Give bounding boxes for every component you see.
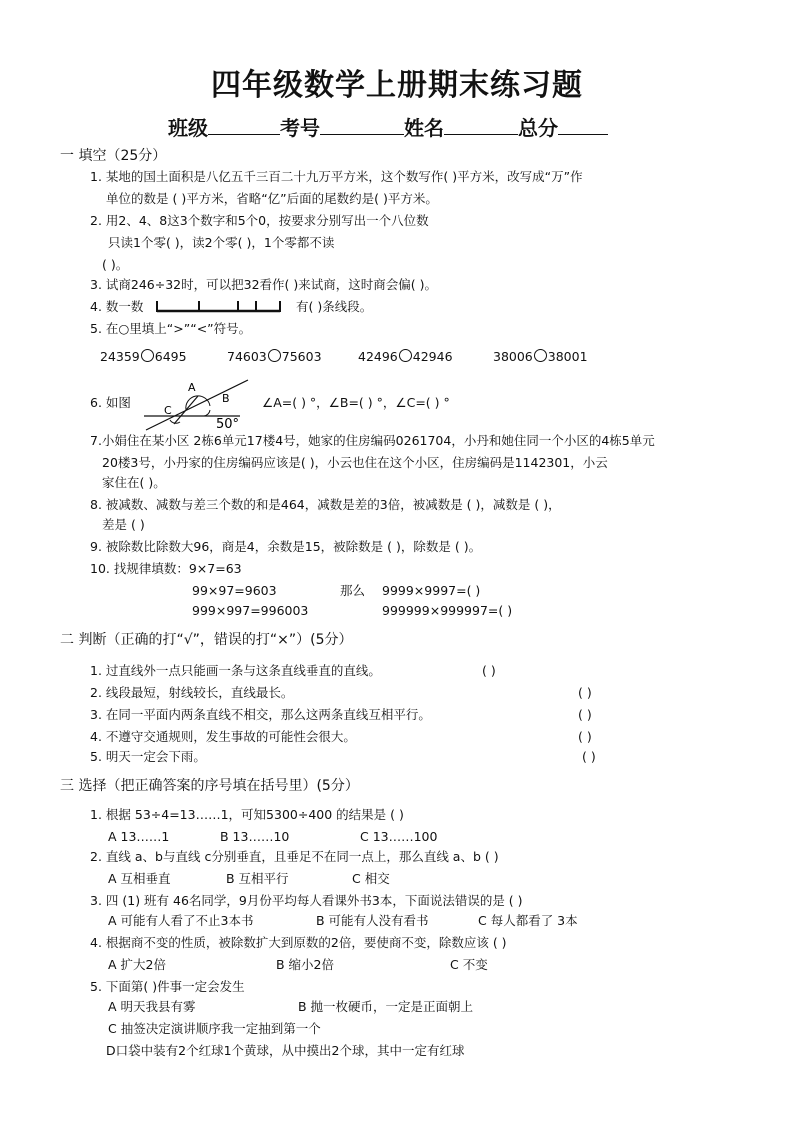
segment-diagram [154,296,284,318]
choice-q2: 2. 直线 a、b与直线 c分别垂直，且垂足不在同一点上，那么直线 a、b ( ) [90,849,499,864]
judge-item-5: 5. 明天一定会下雨。 [90,749,206,764]
judge-paren-1[interactable]: ( ) [482,663,496,678]
compare-item-3: 42496 42946 [358,349,453,364]
label-angle: 50° [216,417,240,432]
choice-q1: 1. 根据 53÷4=13……1，可知5300÷400 的结果是 ( ) [90,807,404,822]
q1-line1: 1. 某地的国土面积是八亿五千三百二十九万平方米，这个数写作( )平方米，改写成“万”作 [90,169,583,184]
label-a: A [188,381,196,394]
section1-heading: 一 填空（25分） [60,148,167,164]
choice-q5: 5. 下面第( )件事一定会发生 [90,979,245,994]
q2-line1: 2. 用2、4、8这3个数字和5个0，按要求分别写出一个八位数 [90,213,429,228]
choice-q3-opt-c[interactable]: C 每人都看了 3本 [478,913,578,928]
q6-suffix: ∠A=( ) °，∠B=( ) °，∠C=( ) ° [262,395,450,410]
q10-answer-1: 9999×9997=( ) [382,583,481,598]
choice-q5-opt-b[interactable]: B 抛一枚硬币，一定是正面朝上 [298,999,474,1014]
label-c: C [164,404,172,417]
judge-item-4: 4. 不遵守交通规则，发生事故的可能性会很大。 [90,729,356,744]
score-blank[interactable] [558,116,608,135]
judge-paren-5[interactable]: ( ) [582,749,596,764]
choice-q2-opt-a[interactable]: A 互相垂直 [108,871,171,886]
q10-example-3: 999×997=996003 [192,603,309,618]
angle-figure [140,376,255,432]
choice-q1-opt-a[interactable]: A 13……1 [108,829,170,844]
label-b: B [222,392,230,405]
choice-q4-opt-b[interactable]: B 缩小2倍 [276,957,335,972]
q10-then: 那么 [340,583,366,598]
score-label: 总分 [518,116,558,140]
q8-line1: 8. 被减数、减数与差三个数的和是464，减数是差的3倍，被减数是 ( )，减数是 ( )， [90,497,561,512]
q10-answer-2: 999999×999997=( ) [382,603,513,618]
compare-circle[interactable] [534,349,547,362]
judge-paren-2[interactable]: ( ) [578,685,592,700]
judge-paren-3[interactable]: ( ) [578,707,592,722]
choice-q1-opt-b[interactable]: B 13……10 [220,829,290,844]
choice-q5-opt-c[interactable]: C 抽签决定演讲顺序我一定抽到第一个 [108,1021,321,1036]
q7-line3: 家住在( )。 [102,475,166,490]
compare-circle[interactable] [399,349,412,362]
section3-heading: 三 选择（把正确答案的序号填在括号里）(5分） [60,778,359,794]
q10-label: 10. 找规律填数：9×7=63 [90,561,242,576]
compare-item-4: 38006 38001 [493,349,588,364]
q9: 9. 被除数比除数大96，商是4，余数是15，被除数是 ( )，除数是 ( )。 [90,539,482,554]
q2-line2: 只读1个零( )，读2个零( )，1个零都不读 [108,235,335,250]
choice-q4-opt-c[interactable]: C 不变 [450,957,488,972]
choice-q2-opt-b[interactable]: B 互相平行 [226,871,289,886]
page-title: 四年级数学上册期末练习题 [211,68,583,103]
choice-q4: 4. 根据商不变的性质，被除数扩大到原数的2倍，要使商不变，除数应该 ( ) [90,935,507,950]
choice-q4-opt-a[interactable]: A 扩大2倍 [108,957,166,972]
choice-q1-opt-c[interactable]: C 13……100 [360,829,438,844]
choice-q5-opt-a[interactable]: A 明天我县有雾 [108,999,196,1014]
judge-item-3: 3. 在同一平面内两条直线不相交，那么这两条直线互相平行。 [90,707,431,722]
q5: 5. 在○里填上“>”“<”符号。 [90,321,252,336]
exam-no-blank[interactable] [320,116,404,135]
choice-q5-opt-d[interactable]: D口袋中装有2个红球1个黄球，从中摸出2个球，其中一定有红球 [106,1043,465,1058]
judge-item-1: 1. 过直线外一点只能画一条与这条直线垂直的直线。 [90,663,381,678]
q4-suffix: 有( )条线段。 [296,299,373,314]
name-blank[interactable] [444,116,518,135]
q7-line1: 7.小娟住在某小区 2栋6单元17楼4号，她家的住房编码0261704，小丹和她住同一个小区的4栋5单元 [90,433,655,448]
compare-circle[interactable] [141,349,154,362]
header-fields [168,112,608,141]
q1-line2: 单位的数是 ( )平方米，省略“亿”后面的尾数约是( )平方米。 [106,191,438,206]
choice-q2-opt-c[interactable]: C 相交 [352,871,390,886]
exam-no-label: 考号 [280,116,320,140]
judge-paren-4[interactable]: ( ) [578,729,592,744]
choice-q3-opt-a[interactable]: A 可能有人看了不止3本书 [108,913,254,928]
judge-item-2: 2. 线段最短，射线较长，直线最长。 [90,685,294,700]
class-blank[interactable] [208,116,280,135]
compare-item-1: 24359 6495 [100,349,187,364]
q4-prefix: 4. 数一数 [90,299,144,314]
q8-line2: 差是 ( ) [102,517,145,532]
choice-q3-opt-b[interactable]: B 可能有人没有看书 [316,913,429,928]
name-label: 姓名 [404,116,444,140]
q7-line2: 20楼3号，小丹家的住房编码应该是( )，小云也住在这个小区，住房编码是1142301，小云 [102,455,608,470]
class-label: 班级 [168,116,208,140]
compare-item-2: 74603 75603 [227,349,322,364]
choice-q3: 3. 四 (1) 班有 46名同学，9月份平均每人看课外书3本，下面说法错误的是 ( ) [90,893,523,908]
q3: 3. 试商246÷32时，可以把32看作( )来试商，这时商会偏( )。 [90,277,437,292]
q2-line3: ( )。 [102,257,129,272]
compare-circle[interactable] [268,349,281,362]
q6-prefix: 6. 如图 [90,395,131,410]
section2-heading: 二 判断（正确的打“√”，错误的打“×”）(5分） [60,632,353,648]
q10-example-2: 99×97=9603 [192,583,277,598]
